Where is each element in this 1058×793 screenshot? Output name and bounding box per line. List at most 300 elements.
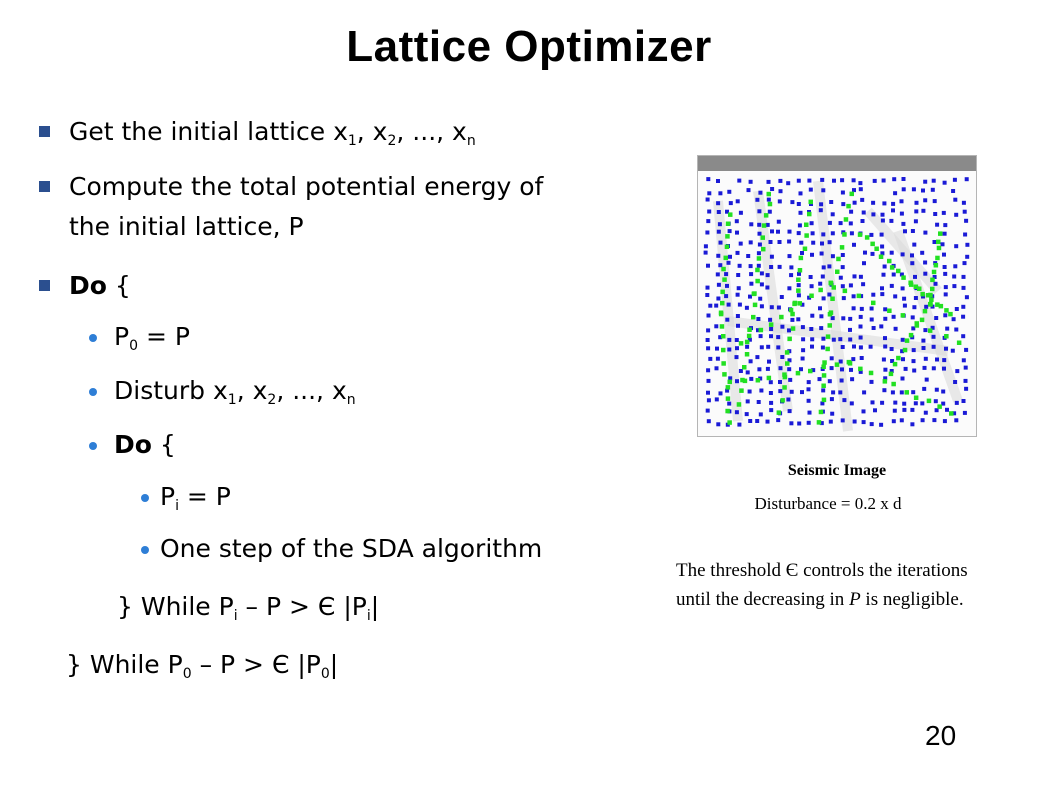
lattice-point [822, 296, 826, 300]
lattice-point [932, 418, 936, 422]
text: } While P [117, 592, 234, 621]
lattice-point [848, 317, 852, 321]
lattice-point [862, 409, 866, 413]
lattice-point [890, 251, 894, 255]
lattice-point [900, 212, 904, 216]
lattice-point [746, 399, 750, 403]
lattice-point [798, 223, 802, 227]
lattice-point [841, 284, 845, 288]
lattice-point [830, 412, 834, 416]
subscript: n [466, 133, 476, 149]
highlight-point [836, 257, 841, 262]
lattice-point [787, 240, 791, 244]
lattice-point [718, 263, 722, 267]
lattice-point [923, 328, 927, 332]
highlight-point [939, 304, 944, 309]
image-header-bar [698, 156, 976, 171]
subscript: 1 [227, 392, 237, 408]
highlight-point [935, 256, 940, 261]
highlight-point [905, 338, 910, 343]
lattice-point [760, 271, 764, 275]
lattice-point [765, 286, 769, 290]
lattice-point [821, 232, 825, 236]
lattice-point [963, 261, 967, 265]
highlight-point [857, 294, 862, 299]
text: = P [138, 322, 190, 351]
lattice-point [776, 335, 780, 339]
subscript: 0 [182, 666, 192, 682]
lattice-point [769, 380, 773, 384]
lattice-point [807, 387, 811, 391]
lattice-point [964, 219, 968, 223]
highlight-point [858, 367, 863, 372]
lattice-point [831, 254, 835, 258]
text: controls the iterations until the decreasing in [676, 560, 968, 610]
lattice-point [912, 243, 916, 247]
lattice-point [769, 401, 773, 405]
highlight-point [780, 398, 785, 403]
lattice-point [707, 314, 711, 318]
lattice-point [799, 211, 803, 215]
lattice-point [717, 210, 721, 214]
lattice-point [779, 189, 783, 193]
lattice-point [727, 348, 731, 352]
highlight-point [927, 399, 932, 404]
lattice-point [717, 230, 721, 234]
highlight-point [887, 259, 892, 264]
lattice-point [951, 189, 955, 193]
lattice-point [920, 251, 924, 255]
lattice-point [962, 286, 966, 290]
lattice-point [729, 201, 733, 205]
lattice-point [821, 388, 825, 392]
highlight-point [932, 270, 937, 275]
lattice-point [914, 401, 918, 405]
lattice-point [859, 336, 863, 340]
lattice-point [840, 367, 844, 371]
lattice-point [883, 336, 887, 340]
lattice-point [924, 411, 928, 415]
lattice-point [728, 255, 732, 259]
lattice-point [914, 219, 918, 223]
subbullet-p0 [114, 322, 190, 352]
highlight-point [818, 288, 823, 293]
lattice-point [820, 252, 824, 256]
highlight-point [785, 350, 790, 355]
highlight-point [909, 333, 914, 338]
lattice-point [716, 179, 720, 183]
lattice-point [819, 314, 823, 318]
highlight-point [719, 311, 724, 316]
lattice-point [923, 272, 927, 276]
lattice-point [789, 421, 793, 425]
lattice-point [790, 390, 794, 394]
lattice-point [840, 379, 844, 383]
lattice-point [944, 285, 948, 289]
lattice-point [964, 379, 968, 383]
dot-bullet-icon [89, 442, 97, 450]
highlight-point [893, 362, 898, 367]
lattice-point [727, 190, 731, 194]
lattice-point [953, 264, 957, 268]
lattice-point [942, 367, 946, 371]
highlight-point [822, 398, 827, 403]
text: The threshold [676, 560, 786, 581]
lattice-point [852, 188, 856, 192]
highlight-point [767, 192, 772, 197]
text: = P [178, 482, 231, 511]
lattice-point [716, 297, 720, 301]
lattice-point [913, 275, 917, 279]
highlight-point [909, 282, 914, 287]
lattice-point [724, 272, 728, 276]
lattice-point [736, 251, 740, 255]
lattice-point [923, 366, 927, 370]
highlight-point [762, 223, 767, 228]
lattice-point [942, 358, 946, 362]
lattice-point [725, 284, 729, 288]
lattice-point [935, 358, 939, 362]
lattice-point [821, 188, 825, 192]
lattice-point [911, 390, 915, 394]
lattice-point [790, 318, 794, 322]
lattice-point [902, 187, 906, 191]
lattice-point [849, 368, 853, 372]
lattice-point [786, 181, 790, 185]
highlight-point [724, 256, 729, 261]
lattice-point [811, 231, 815, 235]
lattice-point [739, 211, 743, 215]
lattice-point [746, 254, 750, 258]
lattice-point [821, 275, 825, 279]
highlight-point [751, 315, 756, 320]
lattice-point [852, 294, 856, 298]
highlight-point [822, 360, 827, 365]
lattice-point [883, 307, 887, 311]
lattice-point [850, 401, 854, 405]
lattice-point [859, 187, 863, 191]
lattice-point [788, 230, 792, 234]
lattice-point [797, 202, 801, 206]
lattice-point [923, 261, 927, 265]
lattice-point [776, 418, 780, 422]
highlight-point [889, 372, 894, 377]
highlight-point [755, 268, 760, 273]
lattice-point [769, 408, 773, 412]
text: } While P [66, 650, 183, 679]
lattice-point [757, 251, 761, 255]
highlight-point [739, 341, 744, 346]
lattice-point [955, 307, 959, 311]
lattice-point [737, 286, 741, 290]
highlight-point [846, 204, 851, 209]
highlight-point [828, 323, 833, 328]
highlight-point [798, 268, 803, 273]
lattice-point [718, 222, 722, 226]
highlight-point [871, 301, 876, 306]
lattice-point [944, 347, 948, 351]
lattice-point [932, 335, 936, 339]
highlight-point [720, 290, 725, 295]
lattice-point [757, 209, 761, 213]
bullet-do-outer [69, 271, 131, 301]
highlight-point [915, 323, 920, 328]
highlight-point [930, 278, 935, 283]
lattice-point [848, 338, 852, 342]
highlight-point [756, 378, 761, 383]
lattice-point [727, 261, 731, 265]
lattice-point [910, 422, 914, 426]
subscript: i [175, 498, 179, 514]
lattice-point [737, 423, 741, 427]
lattice-point [838, 390, 842, 394]
lattice-point [869, 345, 873, 349]
lattice-point [810, 284, 814, 288]
lattice-point [706, 177, 710, 181]
lattice-point [777, 220, 781, 224]
lattice-point [768, 210, 772, 214]
lattice-point [797, 293, 801, 297]
lattice-point [707, 191, 711, 195]
lattice-point [871, 252, 875, 256]
lattice-point [717, 283, 721, 287]
lattice-point [954, 213, 958, 217]
lattice-point [706, 219, 710, 223]
lattice-point [912, 187, 916, 191]
lattice-point [770, 305, 774, 309]
lattice-point [748, 295, 752, 299]
lattice-point [961, 315, 965, 319]
lattice-point [830, 356, 834, 360]
while-outer [66, 650, 338, 680]
lattice-point [706, 328, 710, 332]
highlight-point [821, 384, 826, 389]
bullet-initial-lattice [69, 117, 476, 147]
highlight-point [804, 233, 809, 238]
lattice-point [716, 254, 720, 258]
lattice-point [922, 387, 926, 391]
highlight-point [848, 361, 853, 366]
lattice-point [735, 231, 739, 235]
lattice-point [852, 306, 856, 310]
lattice-point [869, 233, 873, 237]
lattice-point [780, 325, 784, 329]
lattice-point [757, 223, 761, 227]
highlight-point [835, 362, 840, 367]
lattice-point [755, 355, 759, 359]
lattice-point [708, 304, 712, 308]
lattice-point [797, 179, 801, 183]
lattice-point [932, 179, 936, 183]
lattice-point [829, 420, 833, 424]
lattice-point [827, 293, 831, 297]
highlight-point [957, 341, 962, 346]
lattice-point [963, 233, 967, 237]
highlight-point [725, 409, 730, 414]
lattice-point [758, 191, 762, 195]
highlight-point [785, 361, 790, 366]
highlight-point [721, 334, 726, 339]
lattice-point [923, 198, 927, 202]
highlight-point [782, 372, 787, 377]
lattice-point [901, 377, 905, 381]
lattice-point [705, 231, 709, 235]
lattice-point [860, 198, 864, 202]
lattice-point [889, 219, 893, 223]
slide-title: Lattice Optimizer [346, 22, 712, 71]
lattice-point [777, 306, 781, 310]
lattice-point [760, 282, 764, 286]
highlight-point [790, 312, 795, 317]
subscript: 1 [347, 133, 357, 149]
lattice-point [807, 179, 811, 183]
highlight-point [944, 334, 949, 339]
lattice-point [840, 178, 844, 182]
lattice-point [749, 272, 753, 276]
lattice-point [933, 240, 937, 244]
lattice-point [766, 345, 770, 349]
lattice-point [758, 232, 762, 236]
lattice-point [943, 232, 947, 236]
lattice-point [778, 179, 782, 183]
lattice-point [915, 201, 919, 205]
lattice-point [859, 315, 863, 319]
text: P [160, 482, 176, 511]
lattice-point [872, 326, 876, 330]
lattice-point [707, 419, 711, 423]
lattice-point [891, 202, 895, 206]
highlight-point [767, 376, 772, 381]
lattice-point [767, 198, 771, 202]
highlight-point [844, 217, 849, 222]
lattice-point [819, 208, 823, 212]
lattice-point [932, 345, 936, 349]
highlight-point [761, 247, 766, 252]
italic-p: P [849, 589, 861, 610]
lattice-point [735, 338, 739, 342]
lattice-point [767, 180, 771, 184]
lattice-point [941, 390, 945, 394]
lattice-point [778, 380, 782, 384]
lattice-point [900, 418, 904, 422]
lattice-point [861, 219, 865, 223]
lattice-point [890, 284, 894, 288]
lattice-point [838, 337, 842, 341]
lattice-point [724, 294, 728, 298]
lattice-point [758, 243, 762, 247]
lattice-point [705, 293, 709, 297]
lattice-point [961, 305, 965, 309]
lattice-point [839, 221, 843, 225]
highlight-point [887, 309, 892, 314]
lattice-point [859, 345, 863, 349]
highlight-point [869, 371, 874, 376]
lattice-point [963, 210, 967, 214]
lattice-point [862, 211, 866, 215]
keyword-do: Do [114, 430, 152, 459]
lattice-point [788, 378, 792, 382]
highlight-point [937, 246, 942, 251]
lattice-point [706, 264, 710, 268]
text: P [114, 322, 130, 351]
lattice-point [818, 377, 822, 381]
lattice-point [849, 221, 853, 225]
lattice-point [707, 210, 711, 214]
lattice-point [892, 419, 896, 423]
lattice-point [943, 313, 947, 317]
highlight-point [840, 245, 845, 250]
lattice-point [883, 345, 887, 349]
highlight-point [929, 298, 934, 303]
text: , x [356, 117, 388, 146]
lattice-point [862, 420, 866, 424]
highlight-point [720, 324, 725, 329]
lattice-point [737, 179, 741, 183]
lattice-point [760, 345, 764, 349]
lattice-point [735, 346, 739, 350]
lattice-point [883, 368, 887, 372]
lattice-point [800, 251, 804, 255]
highlight-point [804, 223, 809, 228]
lattice-point [849, 283, 853, 287]
lattice-point [745, 345, 749, 349]
highlight-point [890, 265, 895, 270]
lattice-point [934, 316, 938, 320]
lattice-point [934, 282, 938, 286]
lattice-point [811, 241, 815, 245]
lattice-point [807, 380, 811, 384]
square-bullet-icon [39, 126, 50, 137]
highlight-point [809, 294, 814, 299]
highlight-point [874, 247, 879, 252]
lattice-point [749, 240, 753, 244]
highlight-point [798, 301, 803, 306]
lattice-point [852, 243, 856, 247]
lattice-point [810, 221, 814, 225]
lattice-point [902, 408, 906, 412]
highlight-point [819, 410, 824, 415]
lattice-point [757, 400, 761, 404]
lattice-point [810, 253, 814, 257]
brace: { [151, 430, 176, 459]
lattice-point [748, 419, 752, 423]
lattice-point [801, 337, 805, 341]
lattice-point [769, 334, 773, 338]
lattice-point [914, 296, 918, 300]
lattice-point [769, 265, 773, 269]
lattice-point [945, 408, 949, 412]
lattice-point [759, 389, 763, 393]
lattice-point [902, 402, 906, 406]
lattice-point [727, 338, 731, 342]
lattice-point [880, 233, 884, 237]
subbullet-disturb [114, 376, 356, 406]
lattice-point [870, 307, 874, 311]
lattice-point [776, 230, 780, 234]
lattice-point [787, 367, 791, 371]
highlight-point [779, 315, 784, 320]
lattice-point [962, 399, 966, 403]
lattice-point [735, 219, 739, 223]
subscript: 2 [387, 133, 397, 149]
lattice-point [778, 265, 782, 269]
lattice-point [768, 318, 772, 322]
lattice-point [796, 317, 800, 321]
lattice-point [842, 296, 846, 300]
lattice-point [900, 390, 904, 394]
lattice-point [882, 388, 886, 392]
highlight-point [721, 361, 726, 366]
